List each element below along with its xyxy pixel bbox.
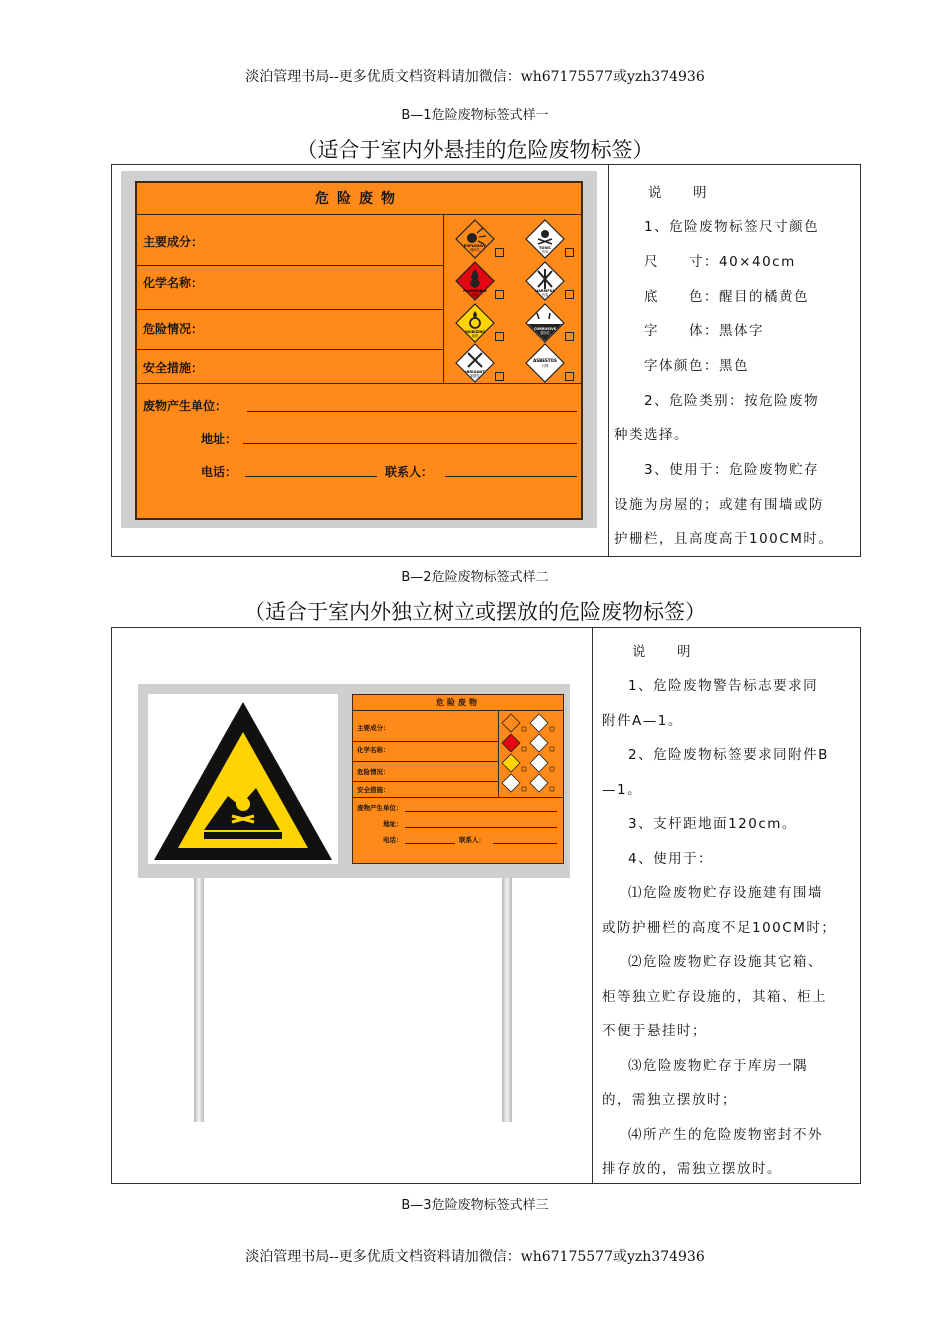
divider xyxy=(353,797,563,798)
divider xyxy=(353,761,498,762)
note-line: 不便于悬挂时； xyxy=(602,1023,707,1039)
divider xyxy=(353,741,498,742)
note-line: 1、危险废物标签尺寸颜色 xyxy=(644,219,820,235)
notes-heading: 说 明 xyxy=(648,185,708,201)
divider xyxy=(443,215,444,383)
sign-cell xyxy=(112,165,609,556)
hazardous-waste-label xyxy=(135,181,583,520)
field-main-component: 主要成分： xyxy=(357,724,390,732)
note-line: 2、危险废物标签要求同附件B xyxy=(628,747,829,763)
notes-cell-1 xyxy=(608,165,860,556)
note-line: 或防护栅栏的高度不足100CM时； xyxy=(602,920,837,936)
caption-b2: B—2危险废物标签式样二 xyxy=(401,570,549,585)
divider xyxy=(137,309,443,310)
fill-line xyxy=(247,411,577,412)
hazard-sub: 有害 xyxy=(541,293,549,297)
note-line: 排存放的，需独立摆放时。 xyxy=(602,1161,782,1177)
hazard-sub: 爆炸性 xyxy=(470,248,480,252)
notes-cell-2 xyxy=(592,628,860,1183)
note-line: —1。 xyxy=(602,782,643,798)
hazard-sub: 易燃 xyxy=(471,293,479,297)
table-sample-1 xyxy=(111,164,861,557)
field-chemical-name: 化学名称： xyxy=(143,276,204,290)
note-line: ⑴危险废物贮存设施建有围墙 xyxy=(628,885,823,901)
hazard-label: OXIDIZING xyxy=(464,330,486,334)
divider xyxy=(353,781,498,782)
skull-warning-icon xyxy=(148,694,338,864)
note-line: 2、危险类别：按危险废物 xyxy=(644,393,820,409)
note-line: 护栅栏，且高度高于100CM时。 xyxy=(614,531,834,547)
hazard-sub: 刺激性 xyxy=(470,374,480,378)
hazard-label: EXPLOSIVE xyxy=(463,244,487,248)
divider xyxy=(137,265,443,266)
note-line: ⑶危险废物贮存于库房一隅 xyxy=(628,1058,808,1074)
flammable-icon xyxy=(455,261,495,301)
irritant-icon xyxy=(455,343,495,383)
fill-line xyxy=(493,843,557,844)
fill-line xyxy=(405,827,557,828)
note-line: 字 体：黑体字 xyxy=(644,323,764,339)
note-line: 3、支杆距地面120cm。 xyxy=(628,816,797,832)
field-phone: 电话： xyxy=(383,836,403,844)
field-phone: 电话： xyxy=(201,465,238,479)
field-producer-unit: 废物产生单位： xyxy=(143,399,228,413)
page-header: 淡泊管理书局--更多优质文档资料请加微信：wh67175577或yzh374936 xyxy=(245,69,705,85)
hazard-label: HARMFUL xyxy=(535,289,555,293)
table-sample-2 xyxy=(111,627,861,1184)
field-main-component: 主要成分： xyxy=(143,235,204,249)
divider xyxy=(137,383,583,384)
notes-heading: 说 明 xyxy=(632,644,692,660)
hazard-sub: 石棉 xyxy=(541,364,549,368)
note-line: 4、使用于： xyxy=(628,851,714,867)
note-line: 1、危险废物警告标志要求同 xyxy=(628,678,819,694)
field-producer-unit: 废物产生单位： xyxy=(357,804,403,812)
support-pole-left xyxy=(194,878,204,1122)
label-title: 危险废物 xyxy=(353,695,563,711)
subtitle-b1: （适合于室内外悬挂的危险废物标签） xyxy=(296,138,654,162)
divider xyxy=(137,349,443,350)
standing-sign-image xyxy=(138,684,570,878)
asbestos-icon xyxy=(525,343,565,383)
hazard-label: ASBESTOS xyxy=(533,358,557,363)
fill-line xyxy=(245,476,377,477)
checkbox-asbestos[interactable] xyxy=(565,372,574,381)
field-hazard-status: 危险情况： xyxy=(143,322,204,336)
hazardous-waste-label-small xyxy=(352,694,564,864)
corrosive-icon xyxy=(525,303,565,343)
page-footer: 淡泊管理书局--更多优质文档资料请加微信：wh67175577或yzh374936 xyxy=(245,1249,705,1265)
field-contact: 联系人： xyxy=(459,836,485,844)
note-line: ⑵危险废物贮存设施其它箱、 xyxy=(628,954,823,970)
field-contact: 联系人： xyxy=(385,465,434,479)
caption-b3: B—3危险废物标签式样三 xyxy=(401,1198,549,1213)
field-hazard-status: 危险情况： xyxy=(357,768,390,776)
support-pole-right xyxy=(502,878,512,1122)
note-line: 尺 寸：40×40cm xyxy=(644,254,796,270)
label-title: 危险废物 xyxy=(137,183,581,215)
note-line: 设施为房屋的；或建有围墙或防 xyxy=(614,497,824,513)
fill-line xyxy=(405,811,557,812)
note-line: 字体颜色：黑色 xyxy=(644,358,749,374)
note-line: 附件A—1。 xyxy=(602,713,683,729)
field-chemical-name: 化学名称： xyxy=(357,746,390,754)
checkbox-corrosive[interactable] xyxy=(565,332,574,341)
subtitle-b2: （适合于室内外独立树立或摆放的危险废物标签） xyxy=(244,600,706,624)
note-line: 底 色：醒目的橘黄色 xyxy=(644,289,809,305)
field-safety-measures: 安全措施： xyxy=(357,786,390,794)
field-address: 地址： xyxy=(383,820,403,828)
fill-line xyxy=(243,443,577,444)
divider xyxy=(498,711,499,797)
field-address: 地址： xyxy=(201,432,238,446)
caption-b1: B—1危险废物标签式样一 xyxy=(401,108,549,123)
fill-line xyxy=(445,476,577,477)
note-line: 的，需独立摆放时； xyxy=(602,1092,737,1108)
field-safety-measures: 安全措施： xyxy=(143,361,204,375)
hazard-sub: 腐蚀性 xyxy=(540,331,550,335)
harmful-icon xyxy=(525,261,565,301)
hazard-label: TOXIC xyxy=(538,246,552,250)
hazard-sub: 助燃 xyxy=(471,334,479,338)
sign-cell xyxy=(112,628,593,1183)
note-line: 种类选择。 xyxy=(614,427,689,443)
note-line: ⑷所产生的危险废物密封不外 xyxy=(628,1127,823,1143)
checkbox-toxic[interactable] xyxy=(565,248,574,257)
note-line: 柜等独立贮存设施的，其箱、柜上 xyxy=(602,989,827,1005)
hanging-sign-image xyxy=(121,171,597,528)
checkbox-oxidizing[interactable] xyxy=(495,332,504,341)
hazard-label: IRRIGANT xyxy=(465,370,485,374)
hazard-symbols-grid xyxy=(501,713,561,795)
toxic-icon xyxy=(525,219,565,259)
checkbox-harmful[interactable] xyxy=(565,290,574,299)
note-line: 3、使用于：危险废物贮存 xyxy=(644,462,820,478)
hazard-sub: 有毒 xyxy=(541,250,549,254)
hazard-label: FLAMMABLE xyxy=(463,289,487,293)
checkbox-flammable[interactable] xyxy=(495,290,504,299)
checkbox-irritant[interactable] xyxy=(495,372,504,381)
explosive-icon xyxy=(455,219,495,259)
oxidizing-icon xyxy=(455,303,495,343)
checkbox-explosive[interactable] xyxy=(495,248,504,257)
warning-sign xyxy=(148,694,338,864)
fill-line xyxy=(405,843,455,844)
hazard-label: CORROSIVE xyxy=(533,327,557,331)
